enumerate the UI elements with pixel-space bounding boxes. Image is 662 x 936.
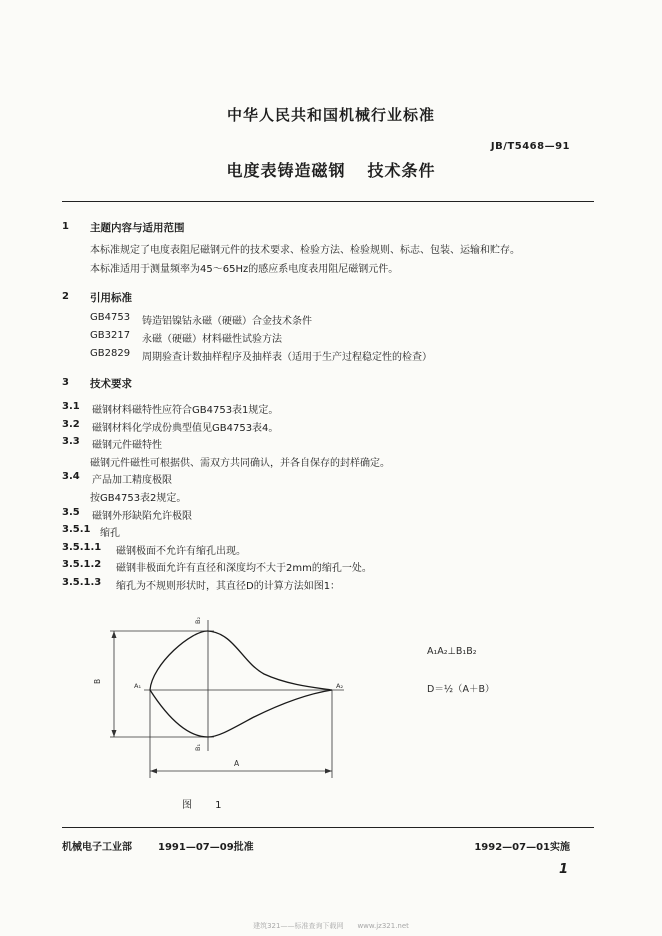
clause-text: 磁钢材料化学成份典型值见GB4753表4。: [92, 423, 279, 434]
clause-number: 3.1: [62, 401, 80, 412]
label-a1: A₁: [134, 682, 142, 690]
standard-number: JB/T5468—91: [490, 141, 570, 152]
watermark-text: 建筑321——标准查询下载网 www.jz321.net: [253, 922, 409, 930]
figure-caption: 图 1: [182, 800, 232, 811]
document-title: [0, 158, 662, 181]
clause-number: 3.5: [62, 507, 80, 518]
clause-number: 3.5.1: [62, 524, 91, 535]
label-b1: B₁: [194, 743, 202, 751]
clause-text: 磁钢元件磁性可根据供、需双方共同确认，并各自保存的封样确定。: [90, 458, 390, 469]
reference-title: 铸造铝镍钴永磁（硬磁）合金技术条件: [142, 316, 312, 327]
approval-date: 1991—07—09批准: [158, 842, 254, 853]
header-rule: [62, 201, 594, 202]
section-3-title: 技术要求: [90, 378, 132, 390]
dimension-arrow: [112, 730, 117, 737]
formula-diameter: D＝½（A＋B）: [427, 684, 495, 695]
issuing-department: 机械电子工业部: [62, 842, 132, 853]
clause-text: 缩孔: [100, 528, 120, 539]
clause-text: 磁钢元件磁特性: [92, 440, 162, 451]
section-1-number: 1: [62, 221, 69, 232]
section-1-title: 主题内容与适用范围: [90, 222, 185, 234]
clause-number: 3.4: [62, 471, 80, 482]
label-a: A: [234, 759, 240, 768]
clause-text: 磁钢外形缺陷允许极限: [92, 511, 192, 522]
reference-code: GB3217: [90, 330, 131, 341]
document-title-sub: 技术条件: [367, 161, 436, 180]
document-title-main: 电度表铸造磁钢: [226, 161, 346, 180]
label-a2: A₂: [336, 682, 344, 690]
clause-text: 磁钢材料磁特性应符合GB4753表1规定。: [92, 405, 279, 416]
clause-number: 3.5.1.3: [62, 577, 102, 588]
section-2-title: 引用标准: [90, 292, 132, 304]
label-b: B: [93, 678, 102, 684]
section-1-paragraph-1: 本标准规定了电度表阻尼磁钢元件的技术要求、检验方法、检验规则、标志、包装、运输和贮存。: [90, 245, 520, 256]
clause-number: 3.5.1.1: [62, 542, 102, 553]
label-b2: B₂: [194, 616, 202, 624]
clause-text: 磁钢极面不允许有缩孔出现。: [116, 546, 246, 557]
dimension-arrow: [150, 769, 157, 774]
page-number: 1: [558, 862, 568, 877]
figure-1-diagram: [92, 606, 362, 790]
shrink-hole-outline: [150, 631, 332, 737]
formula-perpendicular: A₁A₂⊥B₁B₂: [427, 646, 477, 657]
dimension-arrow: [325, 769, 332, 774]
clause-text: 磁钢非极面允许有直径和深度均不大于2mm的缩孔一处。: [116, 563, 372, 574]
reference-title: 周期验查计数抽样程序及抽样表（适用于生产过程稳定性的检查）: [142, 352, 432, 363]
clause-text: 产品加工精度极限: [92, 475, 172, 486]
clause-number: 3.5.1.2: [62, 559, 102, 570]
section-3-number: 3: [62, 377, 69, 388]
reference-title: 永磁（硬磁）材料磁性试验方法: [142, 334, 282, 345]
standard-org-title: 中华人民共和国机械行业标准: [226, 106, 435, 124]
clause-number: 3.2: [62, 419, 80, 430]
clause-number: 3.3: [62, 436, 80, 447]
reference-code: GB4753: [90, 312, 131, 323]
clause-text: 缩孔为不规则形状时，其直径D的计算方法如图1：: [116, 581, 341, 592]
footer-rule: [62, 827, 594, 828]
section-2-number: 2: [62, 291, 69, 302]
reference-code: GB2829: [90, 348, 131, 359]
dimension-arrow: [112, 631, 117, 638]
clause-text: 按GB4753表2规定。: [90, 493, 187, 504]
effective-date: 1992—07—01实施: [474, 842, 570, 853]
section-1-paragraph-2: 本标准适用于测量频率为45～65Hz的感应系电度表用阻尼磁钢元件。: [90, 264, 399, 275]
